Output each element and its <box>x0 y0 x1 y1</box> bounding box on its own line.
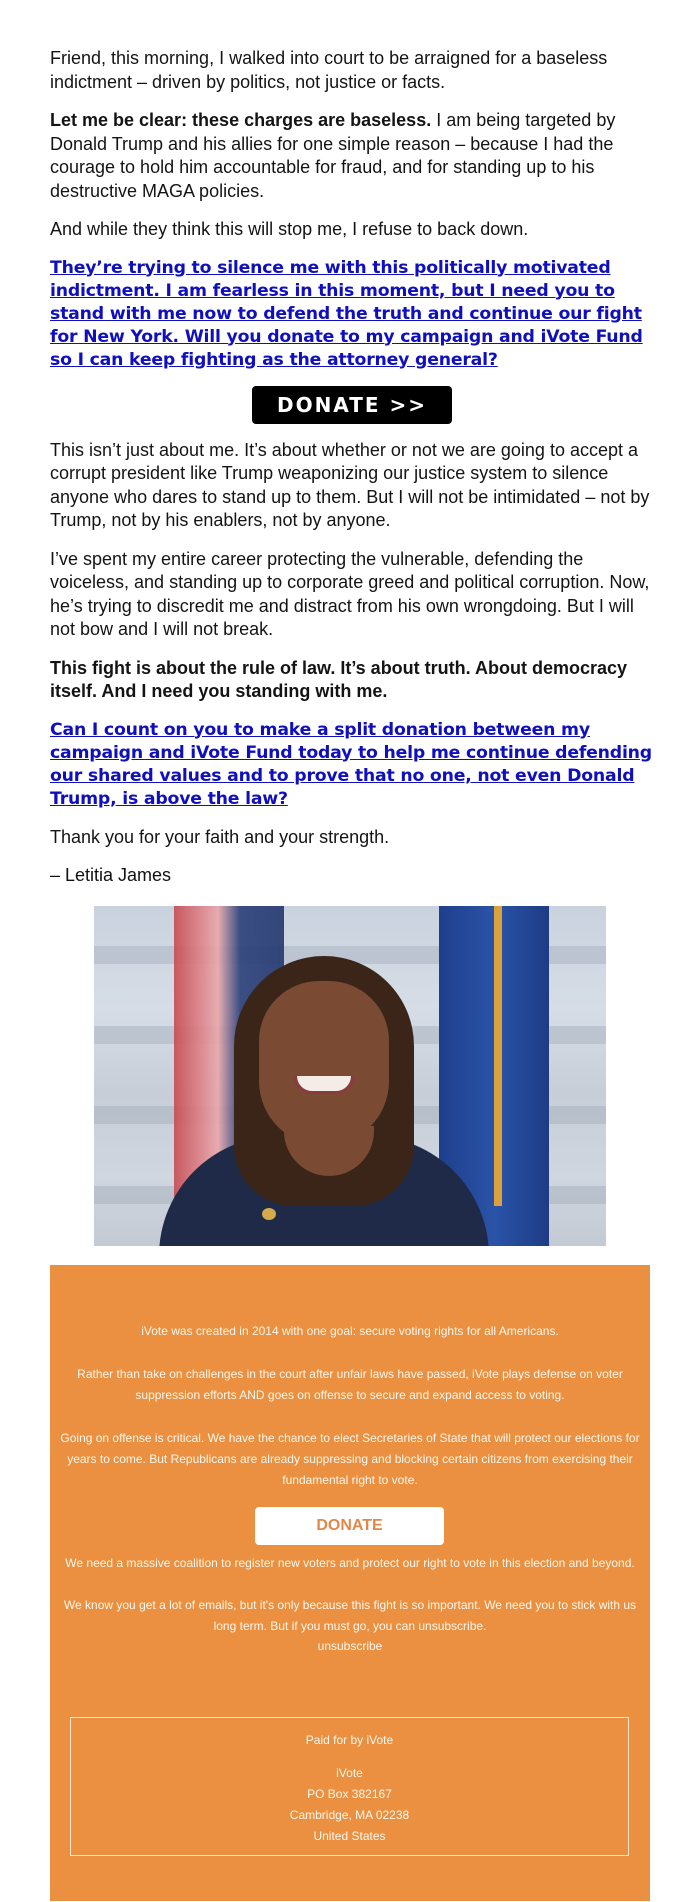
donate-button-wrapper <box>50 386 654 424</box>
baseless-rest-text: I am being targeted by Donald Trump and his allies for one simple reason – because I had the courage to hold him accountable for fraud, and for standing up to his destructive MAGA policies. <box>50 110 616 201</box>
donate-link-silence[interactable]: They’re trying to silence me with this politically motivated indictment. I am fearless in this moment, but I need you to stand with me now to defend the truth and continue our fight for New York. Will you donate to my campaign and iVote Fund so I can keep fighting as the attorney general? <box>50 257 643 370</box>
paragraph-thanks: Thank you for your faith and your strength. <box>50 826 390 847</box>
paragraph-rule-of-law: This fight is about the rule of law. It’s about truth. About democracy itself. And I need you standing with me. <box>50 657 628 701</box>
paragraph-not-about-me: This isn’t just about me. It’s about whether or not we are going to accept a corrupt president like Trump weaponizing our justice system to silence anyone who dares to stand up to them. But I will not be intimidated – not by Trump, not by his enablers, not by anyone. <box>50 439 650 530</box>
baseless-bold-text: Let me be clear: these charges are baseless. <box>50 110 432 130</box>
footer-text-defense: Rather than take on challenges in the court after unfair laws have passed, iVote plays defense on voter suppression efforts AND goes on offense to secure and expand access to voting. <box>77 1367 623 1402</box>
lapel-pin <box>262 1208 276 1220</box>
address-country: United States <box>313 1829 386 1843</box>
footer-text-emails: We know you get a lot of emails, but it's only because this fight is so important. We need you to stick with us long term. But if you must go, you can unsubscribe. <box>63 1598 637 1633</box>
paid-for-text: Paid for by iVote <box>305 1733 394 1747</box>
address-org: iVote <box>336 1766 363 1780</box>
unsubscribe-link[interactable]: unsubscribe <box>317 1639 383 1653</box>
paragraph-refuse: And while they think this will stop me, I refuse to back down. <box>50 219 529 239</box>
paragraph-baseless <box>50 109 654 203</box>
person-face <box>259 981 389 1146</box>
footer-text-coalition: We need a massive coalition to register new voters and protect our right to vote in this election and beyond. <box>65 1556 635 1570</box>
address-po-box: PO Box 382167 <box>307 1787 392 1801</box>
paid-for-box <box>70 1717 629 1856</box>
email-body <box>50 47 654 903</box>
signature: – Letitia James <box>50 865 172 885</box>
portrait-photo <box>94 906 606 1246</box>
footer-text-offense: Going on offense is critical. We have the chance to elect Secretaries of State that will protect our elections for years to come. But Republicans are already suppressing and blocking certain citizens from exercising their fundamental right to vote. <box>60 1431 640 1487</box>
ivote-footer <box>50 1265 650 1901</box>
person-smile <box>294 1076 354 1094</box>
flag-fringe <box>494 906 502 1206</box>
donate-button[interactable]: DONATE >> <box>252 386 452 424</box>
footer-text-founded: iVote was created in 2014 with one goal: secure voting rights for all Americans. <box>141 1324 559 1338</box>
address-city: Cambridge, MA 02238 <box>289 1808 410 1822</box>
footer-donate-button[interactable]: DONATE <box>255 1507 444 1545</box>
paragraph-career: I’ve spent my entire career protecting the vulnerable, defending the voiceless, and standing up to corporate greed and political corruption. Now, he’s trying to discredit me and distract from his own wrongdoing. But I will not bow and I will not break. <box>50 548 650 639</box>
paragraph-intro: Friend, this morning, I walked into court to be arraigned for a baseless indictment – driven by politics, not justice or facts. <box>50 48 608 92</box>
donate-link-split[interactable]: Can I count on you to make a split donation between my campaign and iVote Fund today to help me continue defending our shared values and to prove that no one, not even Donald Trump, is above the law? <box>50 719 652 809</box>
